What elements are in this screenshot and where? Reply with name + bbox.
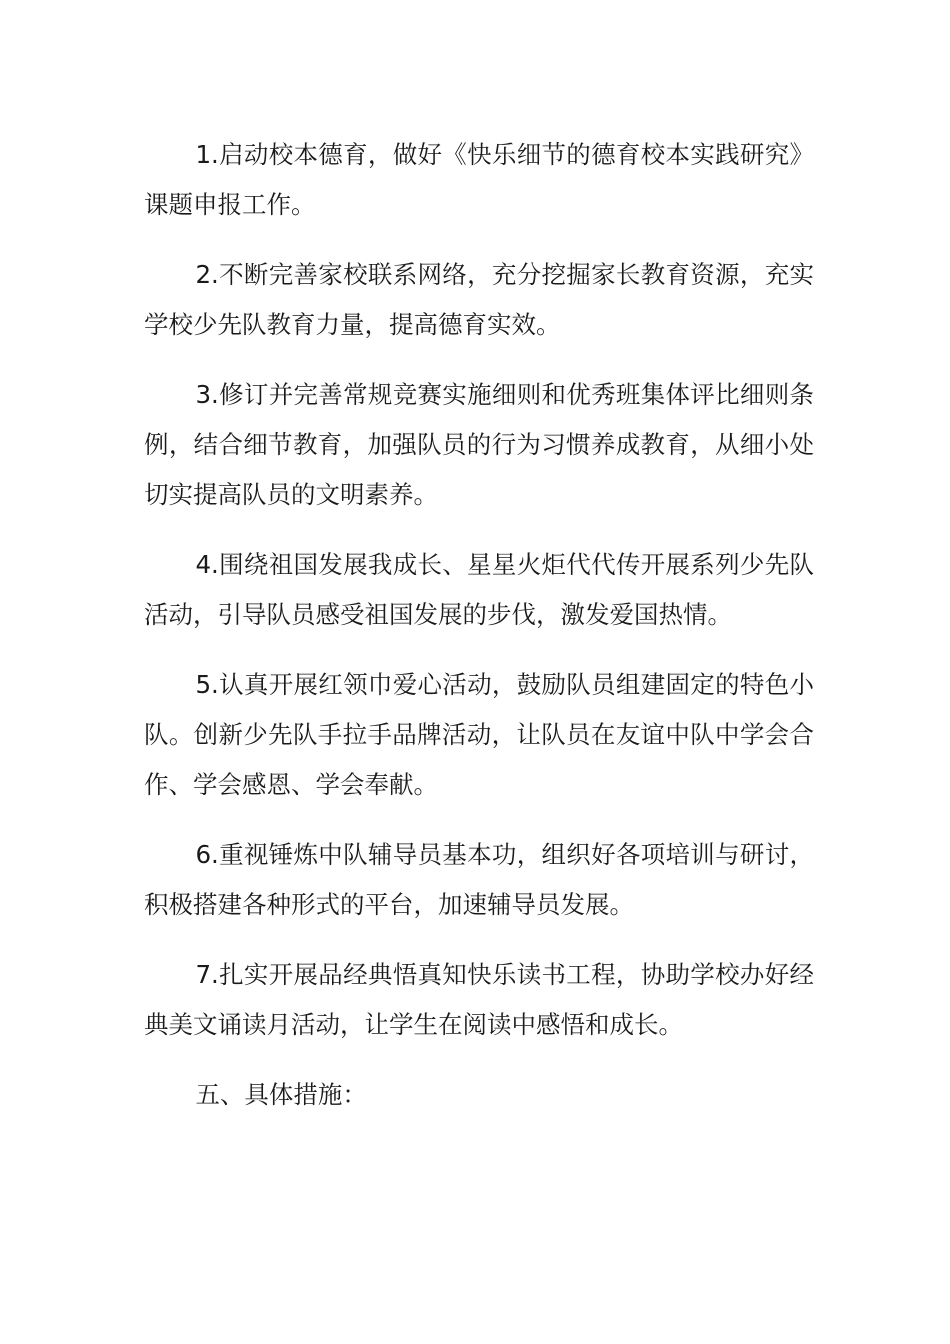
paragraph-item-1: 1.启动校本德育，做好《快乐细节的德育校本实践研究》课题申报工作。 bbox=[144, 140, 814, 219]
paragraph-item-4: 4.围绕祖国发展我成长、星星火炬代代传开展系列少先队活动，引导队员感受祖国发展的步伐，激发爱国热情。 bbox=[144, 550, 814, 629]
paragraph-item-7: 7.扎实开展品经典悟真知快乐读书工程，协助学校办好经典美文诵读月活动，让学生在阅读中感悟和成长。 bbox=[144, 960, 814, 1039]
document-body bbox=[144, 130, 814, 1140]
paragraph-item-2: 2.不断完善家校联系网络，充分挖掘家长教育资源，充实学校少先队教育力量，提高德育实效。 bbox=[144, 260, 814, 339]
paragraph-item-5: 5.认真开展红领巾爱心活动，鼓励队员组建固定的特色小队。创新少先队手拉手品牌活动，让队员在友谊中队中学会合作、学会感恩、学会奉献。 bbox=[144, 670, 814, 799]
section-heading: 五、具体措施： bbox=[195, 1080, 367, 1109]
paragraph-item-6: 6.重视锤炼中队辅导员基本功，组织好各项培训与研讨，积极搭建各种形式的平台，加速辅导员发展。 bbox=[144, 840, 814, 919]
paragraph-item-3: 3.修订并完善常规竞赛实施细则和优秀班集体评比细则条例，结合细节教育，加强队员的行为习惯养成教育，从细小处切实提高队员的文明素养。 bbox=[144, 380, 814, 509]
